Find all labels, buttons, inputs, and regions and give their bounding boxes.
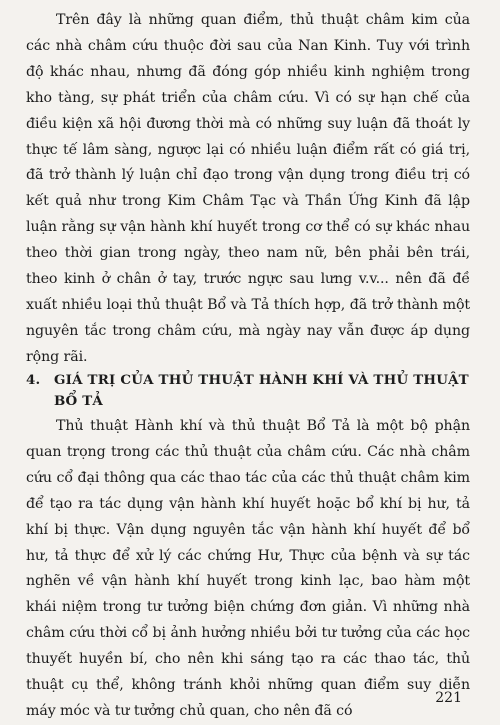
section-title-line-2: BỔ TẢ	[54, 393, 103, 409]
body-paragraph-1: Trên đây là những quan điểm, thủ thuật châm kim của các nhà châm cứu thuộc đời sau của Nan Kinh. Tuy với trình độ khác nhau, nhưng đã đóng góp nhiều kinh nghiệm trong kho tàng, sự phát triển của châm cứu. Vì có sự hạn chế của điều kiện xã hội đương thời mà có những suy luận đã thoát ly thực tế lâm sàng, ngược lại có nhiều luận điểm rất có giá trị, đã trở thành lý luận chỉ đạo trong vận dụng trong điều trị có kết quả như trong Kim Châm Tạc và Thần Ứng Kinh đã lập luận rằng sự vận hành khí huyết trong cơ thể có sự khác nhau theo thời gian trong ngày, theo nam nữ, bên phải bên trái, theo kinh ở chân ở tay, trước ngực sau lưng v.v... nên đã đề xuất nhiều loại thủ thuật Bổ và Tả thích hợp, đã trở thành một nguyên tắc trong châm cứu, mà ngày nay vẫn được áp dụng rộng rãi.	[26, 12, 470, 365]
section-number: 4.	[26, 372, 41, 388]
section-heading	[26, 370, 470, 412]
section-title-line-1: GIÁ TRỊ CỦA THỦ THUẬT HÀNH KHÍ VÀ THỦ THUẬT	[54, 372, 469, 388]
body-paragraph-2: Thủ thuật Hành khí và thủ thuật Bổ Tả là một bộ phận quan trọng trong các thủ thuật của châm cứu. Các nhà châm cứu cổ đại thông qua các thao tác của các thủ thuật châm kim để tạo ra tác dụng vận hành khí huyết hoặc bổ khí bị hư, tả khí bị thực. Vận dụng nguyên tắc vận hành khí huyết để bổ hư, tả thực để xử lý các chứng Hư, Thực của bệnh và sự tác nghẽn về vận hành khí huyết trong kinh lạc, bao hàm một khái niệm trong tư tưởng biện chứng đơn giản. Vì những nhà châm cứu thời cổ bị ảnh hưởng nhiều bởi tư tưởng của các học thuyết huyền bí, cho nên khi sáng tạo ra các thao tác, thủ thuật cụ thể, không tránh khỏi những quan điểm suy diễn máy móc và tư tưởng chủ quan, cho nên đã có	[26, 418, 470, 719]
page-number: 221	[435, 690, 462, 706]
